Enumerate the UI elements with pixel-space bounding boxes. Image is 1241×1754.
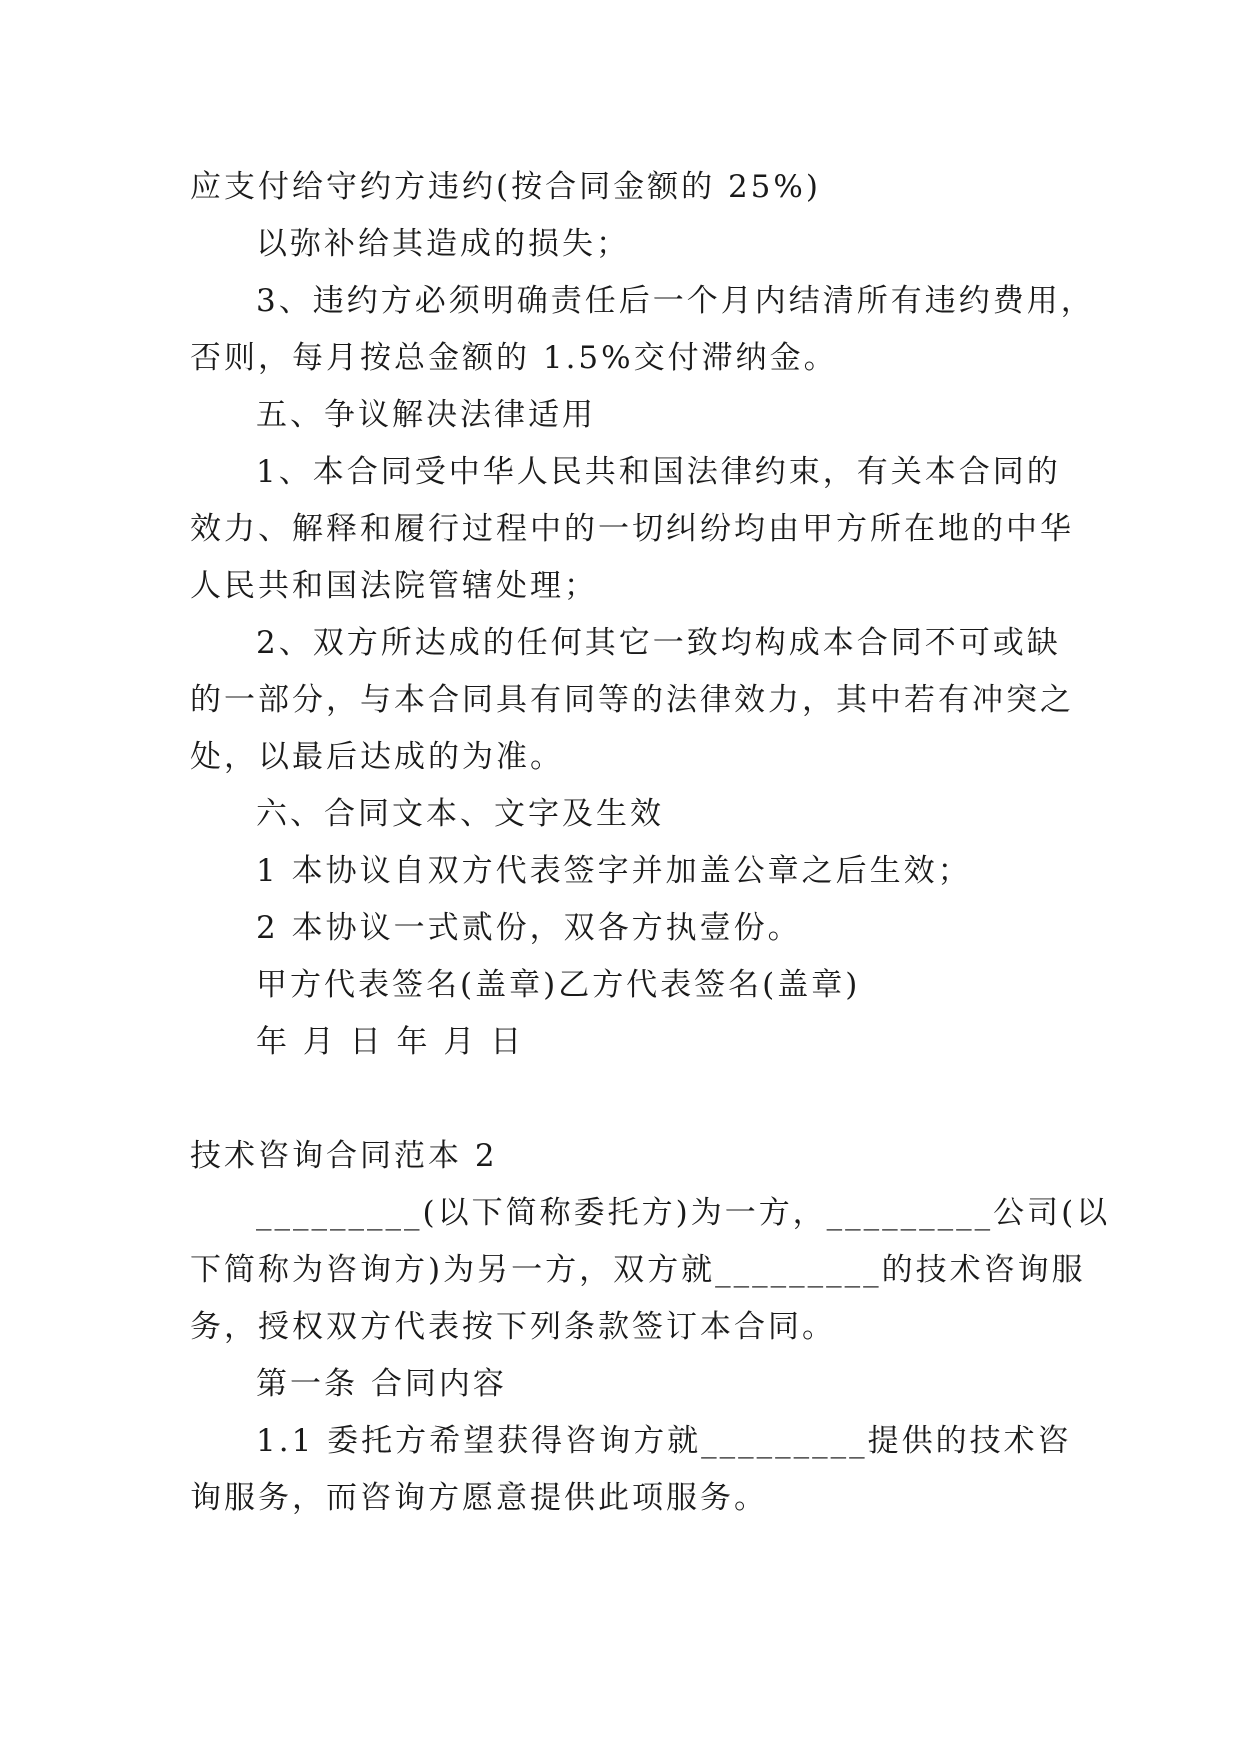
text-line: 1、本合同受中华人民共和国法律约束，有关本合同的 (256, 454, 1061, 490)
section-heading: 第一条 合同内容 (256, 1366, 507, 1402)
text-line: 1 本协议自双方代表签字并加盖公章之后生效； (256, 853, 972, 889)
text-line: 效力、解释和履行过程中的一切纠纷均由甲方所在地的中华 (190, 511, 1074, 547)
section-heading: 五、争议解决法律适用 (256, 397, 596, 433)
text-line: 1.1 委托方希望获得咨询方就_________提供的技术咨 (256, 1423, 1072, 1459)
text-line: 以弥补给其造成的损失； (256, 226, 630, 262)
date-line: 年 月 日 年 月 日 (256, 1024, 525, 1060)
text-line: 人民共和国法院管辖处理； (190, 568, 598, 604)
text-line: 否则，每月按总金额的 1.5%交付滞纳金。 (190, 340, 838, 376)
section-heading: 六、合同文本、文字及生效 (256, 796, 664, 832)
text-line: _________(以下简称委托方)为一方，_________公司(以 (256, 1195, 1111, 1231)
text-line: 的一部分，与本合同具有同等的法律效力，其中若有冲突之 (190, 682, 1074, 718)
text-line: 2 本协议一式贰份，双各方执壹份。 (256, 910, 802, 946)
text-line: 3、违约方必须明确责任后一个月内结清所有违约费用， (256, 283, 1095, 319)
signature-line: 甲方代表签名(盖章)乙方代表签名(盖章) (256, 967, 861, 1003)
text-line: 下简称为咨询方)为另一方，双方就_________的技术咨询服 (190, 1252, 1086, 1288)
text-line: 2、双方所达成的任何其它一致均构成本合同不可或缺 (256, 625, 1061, 661)
text-line: 询服务，而咨询方愿意提供此项服务。 (190, 1480, 768, 1516)
text-line: 处，以最后达成的为准。 (190, 739, 564, 775)
text-line: 务，授权双方代表按下列条款签订本合同。 (190, 1309, 836, 1345)
text-line: 应支付给守约方违约(按合同金额的 25%) (190, 169, 821, 205)
document-title: 技术咨询合同范本 2 (190, 1138, 498, 1174)
